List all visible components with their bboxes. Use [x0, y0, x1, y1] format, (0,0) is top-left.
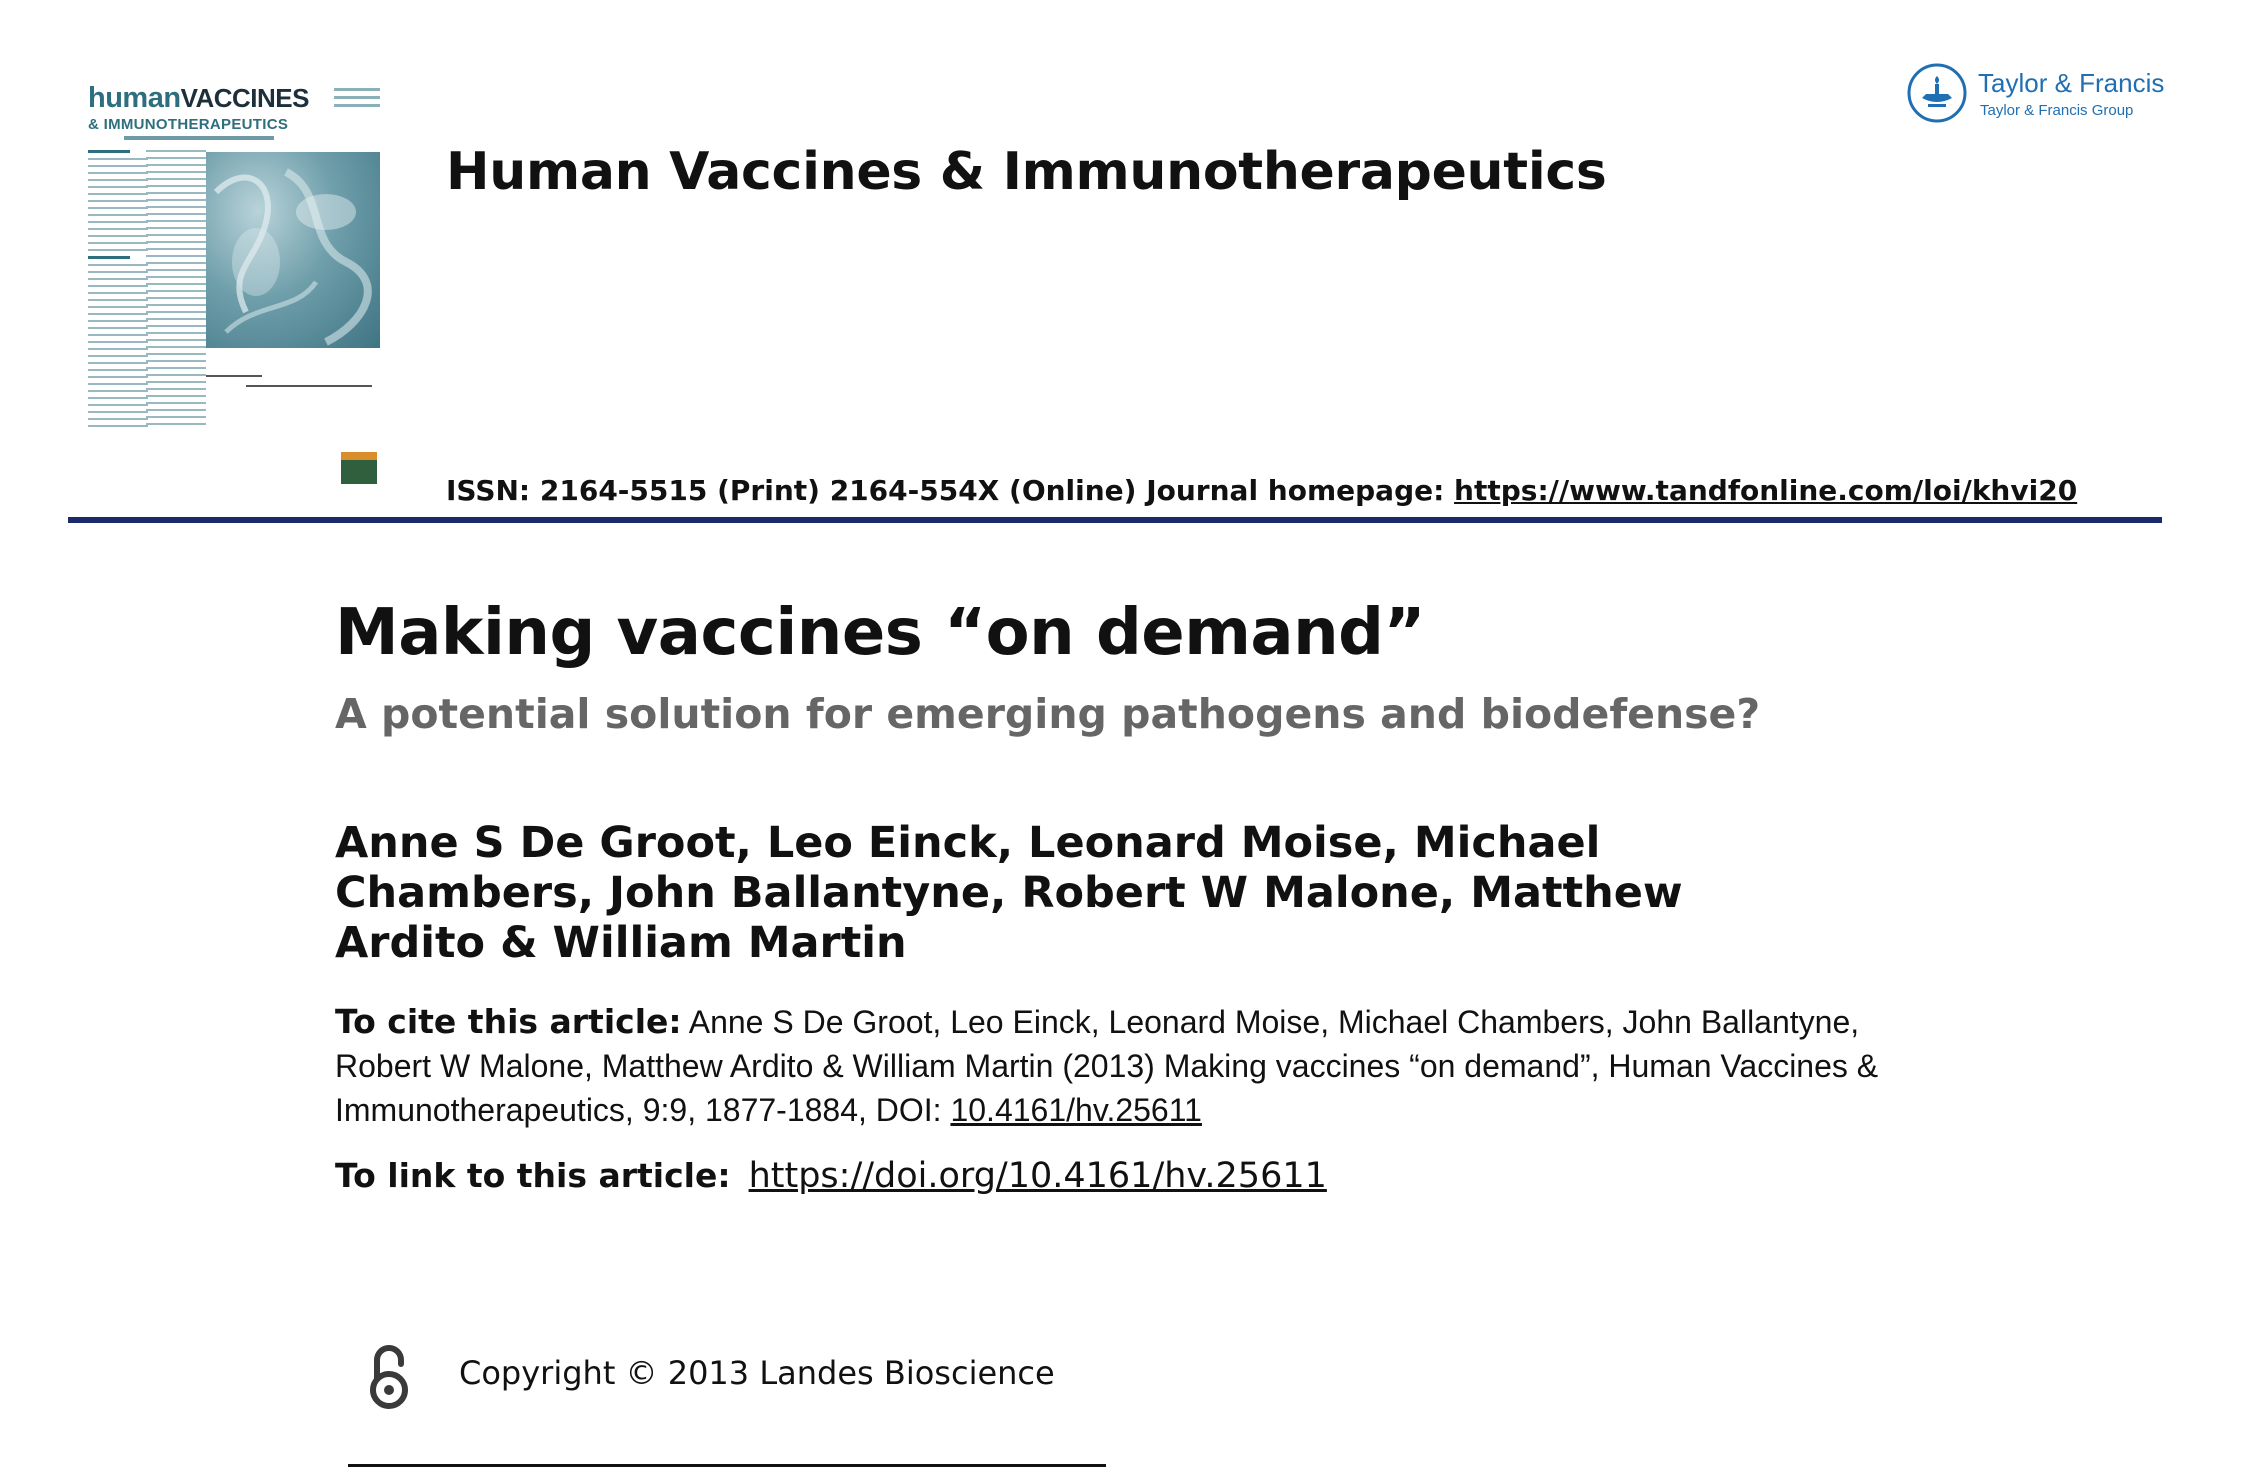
- article-title: Making vaccines “on demand”: [335, 596, 1425, 670]
- article-link-block: [335, 1156, 1327, 1196]
- cover-title-human: human: [88, 82, 181, 114]
- footer-divider: [348, 1464, 1106, 1467]
- header-divider: [68, 517, 2162, 523]
- journal-homepage-link[interactable]: https://www.tandfonline.com/loi/khvi20: [1454, 474, 2078, 507]
- doi-link[interactable]: 10.4161/hv.25611: [950, 1092, 1202, 1128]
- citation-block: [335, 1000, 1895, 1132]
- cover-title: [88, 82, 309, 115]
- cite-label: To cite this article:: [335, 1002, 682, 1041]
- cite-text: Anne S De Groot, Leo Einck, Leonard Moise, Michael Chambers, John Ballantyne, Robert W Malone, Matthew Ardito & William Martin (2013) Making vaccines “on demand”, Human Vaccines & Immunotherapeutics, 9:9, 1877-1884, DOI:: [335, 1004, 1879, 1128]
- landes-bioscience-badge: [341, 452, 377, 484]
- copyright-notice: Copyright © 2013 Landes Bioscience: [459, 1354, 1055, 1392]
- taylor-francis-logo-icon: [1906, 58, 2166, 128]
- cover-title-vaccines: VACCINES: [180, 83, 309, 113]
- cover-volume-bar: [124, 136, 274, 140]
- article-authors: Anne S De Groot, Leo Einck, Leonard Moise, Michael Chambers, John Ballantyne, Robert W Malone, Matthew Ardito & William Martin: [335, 818, 1683, 968]
- issn-line: [446, 474, 2077, 507]
- issn-text: ISSN: 2164-5515 (Print) 2164-554X (Online) Journal homepage:: [446, 474, 1455, 507]
- cover-caption: [206, 375, 346, 395]
- journal-cover-image: [84, 80, 384, 480]
- journal-name: Human Vaccines & Immunotherapeutics: [446, 142, 1607, 202]
- link-label: To link to this article:: [335, 1156, 731, 1195]
- cover-contents-list-right: [146, 150, 206, 430]
- cover-contents-list-left: [88, 150, 148, 432]
- taylor-francis-lamp-icon: [1906, 62, 1968, 124]
- cover-corner-text: [334, 88, 380, 112]
- publisher-name: Taylor & Francis: [1978, 68, 2165, 98]
- publisher-group: Taylor & Francis Group: [1980, 102, 2134, 119]
- article-subtitle: A potential solution for emerging pathogens and biodefense?: [335, 690, 1761, 738]
- cover-subtitle: & IMMUNOTHERAPEUTICS: [88, 116, 289, 133]
- cover-microscopy-image: [206, 152, 380, 348]
- open-access-lock-icon: [364, 1342, 414, 1410]
- article-doi-url-link[interactable]: https://doi.org/10.4161/hv.25611: [748, 1156, 1327, 1196]
